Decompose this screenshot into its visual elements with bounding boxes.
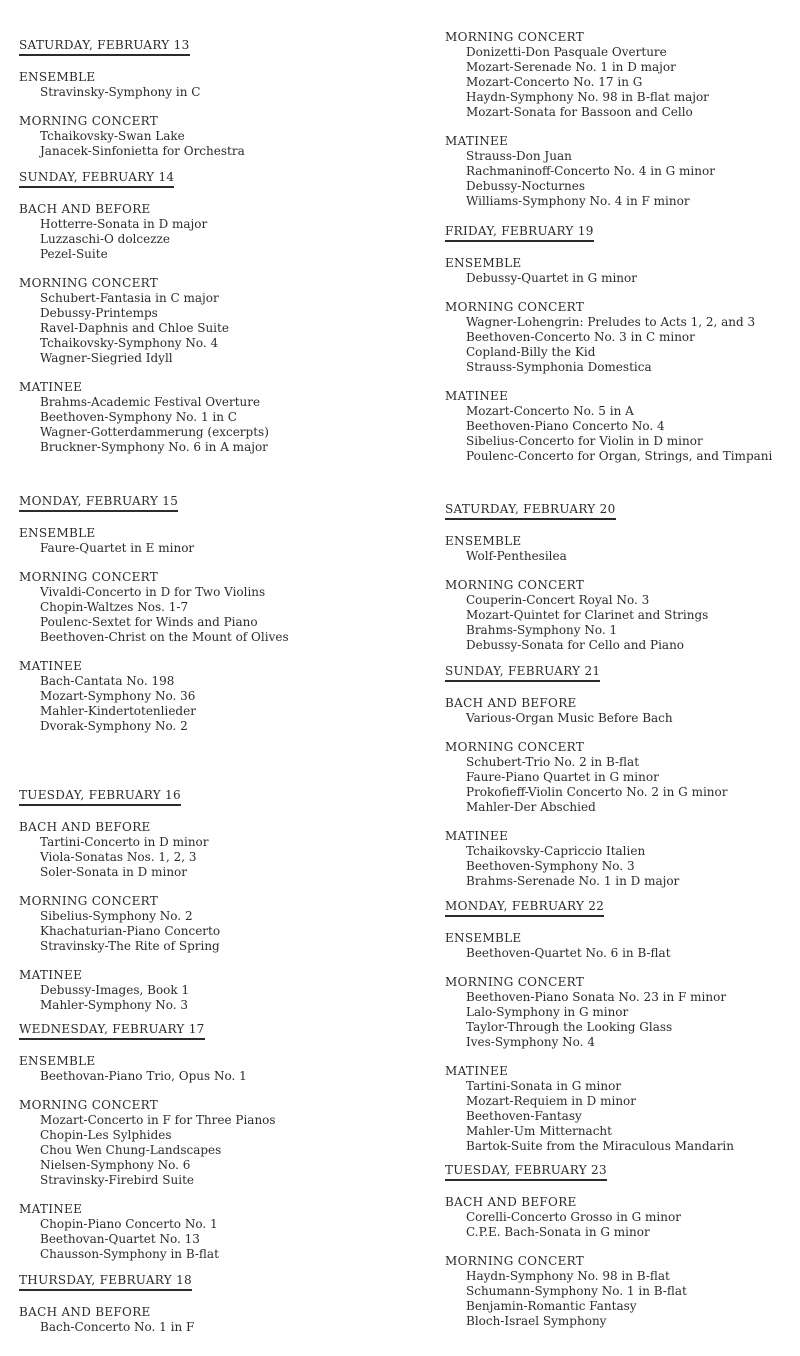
- program-section: [19, 114, 389, 159]
- program-section: [445, 740, 800, 815]
- program-item: Tchaikovsky-Symphony No. 4: [40, 336, 219, 350]
- program-item: Poulenc-Sextet for Winds and Piano: [40, 615, 258, 629]
- program-item: Strauss-Don Juan: [466, 149, 572, 163]
- program-item: Bruckner-Symphony No. 6 in A major: [40, 440, 268, 454]
- program-item: Beethoven-Symphony No. 1 in C: [40, 410, 237, 424]
- program-item: Rachmaninoff-Concerto No. 4 in G minor: [466, 164, 715, 178]
- section-title-morning-concert: MORNING CONCERT: [19, 114, 159, 128]
- program-section: [19, 202, 389, 262]
- day-block: [445, 498, 800, 653]
- program-item: Khachaturian-Piano Concerto: [40, 924, 221, 938]
- program-item: Beethovan-Piano Trio, Opus No. 1: [40, 1069, 247, 1083]
- day-heading-monday-february-15: MONDAY, FEBRUARY 15: [19, 494, 178, 512]
- program-item: Chopin-Les Sylphides: [40, 1128, 172, 1142]
- day-block: [445, 1159, 800, 1329]
- program-item: Brahms-Symphony No. 1: [466, 623, 618, 637]
- program-item: Mozart-Sonata for Bassoon and Cello: [466, 105, 693, 119]
- program-section: [445, 1064, 800, 1154]
- program-item: Taylor-Through the Looking Glass: [466, 1020, 673, 1034]
- program-item: Mozart-Symphony No. 36: [40, 689, 196, 703]
- program-section: [19, 659, 389, 734]
- program-item: Copland-Billy the Kid: [466, 345, 596, 359]
- section-title-ensemble: ENSEMBLE: [19, 526, 96, 540]
- section-title-morning-concert: MORNING CONCERT: [445, 1254, 585, 1268]
- program-item: Mozart-Concerto in F for Three Pianos: [40, 1113, 276, 1127]
- program-item: Bach-Concerto No. 1 in F: [40, 1320, 195, 1334]
- day-heading-saturday-february-20: SATURDAY, FEBRUARY 20: [445, 502, 616, 520]
- program-item: Stravinsky-Symphony in C: [40, 85, 201, 99]
- program-item: Prokofieff-Violin Concerto No. 2 in G minor: [466, 785, 728, 799]
- section-title-ensemble: ENSEMBLE: [445, 931, 522, 945]
- program-item: Debussy-Nocturnes: [466, 179, 586, 193]
- section-title-morning-concert: MORNING CONCERT: [445, 300, 585, 314]
- program-item: Corelli-Concerto Grosso in G minor: [466, 1210, 681, 1224]
- day-block: [445, 895, 800, 1154]
- program-section: [445, 1254, 800, 1329]
- section-title-matinee: MATINEE: [19, 968, 83, 982]
- program-section: [445, 256, 800, 286]
- section-title-morning-concert: MORNING CONCERT: [19, 1098, 159, 1112]
- program-item: Mozart-Quintet for Clarinet and Strings: [466, 608, 709, 622]
- section-title-ensemble: ENSEMBLE: [445, 256, 522, 270]
- program-section: [19, 570, 389, 645]
- program-item: Strauss-Symphonia Domestica: [466, 360, 652, 374]
- program-item: Debussy-Quartet in G minor: [466, 271, 637, 285]
- program-item: Lalo-Symphony in G minor: [466, 1005, 629, 1019]
- program-section: [19, 968, 389, 1013]
- program-item: Tartini-Sonata in G minor: [466, 1079, 622, 1093]
- program-item: Chopin-Waltzes Nos. 1-7: [40, 600, 189, 614]
- section-title-morning-concert: MORNING CONCERT: [445, 30, 585, 44]
- program-item: Debussy-Images, Book 1: [40, 983, 190, 997]
- section-title-bach-and-before: BACH AND BEFORE: [445, 1195, 577, 1209]
- program-section: [19, 526, 389, 556]
- program-item: Faure-Quartet in E minor: [40, 541, 195, 555]
- program-item: Debussy-Printemps: [40, 306, 158, 320]
- program-item: Schubert-Fantasia in C major: [40, 291, 219, 305]
- program-item: Luzzaschi-O dolcezze: [40, 232, 170, 246]
- program-item: Mahler-Der Abschied: [466, 800, 596, 814]
- program-item: Bloch-Israel Symphony: [466, 1314, 607, 1328]
- program-item: Chou Wen Chung-Landscapes: [40, 1143, 222, 1157]
- program-item: Tchaikovsky-Capriccio Italien: [466, 844, 646, 858]
- program-item: Beethoven-Quartet No. 6 in B-flat: [466, 946, 671, 960]
- day-heading-tuesday-february-23: TUESDAY, FEBRUARY 23: [445, 1163, 607, 1181]
- program-section: [445, 975, 800, 1050]
- section-title-bach-and-before: BACH AND BEFORE: [445, 696, 577, 710]
- day-heading-monday-february-22: MONDAY, FEBRUARY 22: [445, 899, 604, 917]
- program-item: Wagner-Gotterdammerung (excerpts): [40, 425, 269, 439]
- day-heading-saturday-february-13: SATURDAY, FEBRUARY 13: [19, 38, 190, 56]
- program-item: Pezel-Suite: [40, 247, 108, 261]
- program-item: Mahler-Kindertotenlieder: [40, 704, 196, 718]
- program-section: [19, 1098, 389, 1188]
- day-block: [19, 1018, 389, 1262]
- section-title-morning-concert: MORNING CONCERT: [19, 276, 159, 290]
- program-section: [445, 534, 800, 564]
- program-section: [445, 300, 800, 375]
- program-item: Wagner-Siegried Idyll: [40, 351, 173, 365]
- program-section: [19, 894, 389, 954]
- program-item: Mozart-Concerto No. 17 in G: [466, 75, 643, 89]
- program-section: [19, 1054, 389, 1084]
- day-heading-tuesday-february-16: TUESDAY, FEBRUARY 16: [19, 788, 181, 806]
- program-item: Beethovan-Quartet No. 13: [40, 1232, 200, 1246]
- day-block: [19, 166, 389, 455]
- program-item: Beethoven-Symphony No. 3: [466, 859, 635, 873]
- section-title-matinee: MATINEE: [445, 134, 509, 148]
- program-item: Ravel-Daphnis and Chloe Suite: [40, 321, 229, 335]
- section-title-bach-and-before: BACH AND BEFORE: [19, 820, 151, 834]
- program-item: Sibelius-Symphony No. 2: [40, 909, 193, 923]
- program-section: [445, 30, 800, 120]
- section-title-bach-and-before: BACH AND BEFORE: [19, 1305, 151, 1319]
- program-item: Bartok-Suite from the Miraculous Mandarin: [466, 1139, 734, 1153]
- program-section: [19, 276, 389, 366]
- program-item: Schubert-Trio No. 2 in B-flat: [466, 755, 640, 769]
- program-section: [445, 696, 800, 726]
- program-item: Mahler-Um Mitternacht: [466, 1124, 612, 1138]
- section-title-morning-concert: MORNING CONCERT: [445, 740, 585, 754]
- program-item: Nielsen-Symphony No. 6: [40, 1158, 191, 1172]
- section-title-bach-and-before: BACH AND BEFORE: [19, 202, 151, 216]
- program-item: Bach-Cantata No. 198: [40, 674, 175, 688]
- program-section: [445, 1195, 800, 1240]
- program-item: Donizetti-Don Pasquale Overture: [466, 45, 667, 59]
- program-item: Soler-Sonata in D minor: [40, 865, 188, 879]
- day-heading-sunday-february-14: SUNDAY, FEBRUARY 14: [19, 170, 174, 188]
- program-item: Stravinsky-Firebird Suite: [40, 1173, 195, 1187]
- program-section: [445, 134, 800, 209]
- program-item: Mozart-Requiem in D minor: [466, 1094, 637, 1108]
- day-block: [445, 220, 800, 464]
- program-item: Brahms-Academic Festival Overture: [40, 395, 261, 409]
- program-item: Chausson-Symphony in B-flat: [40, 1247, 219, 1261]
- section-title-morning-concert: MORNING CONCERT: [445, 578, 585, 592]
- program-section: [445, 578, 800, 653]
- program-item: Haydn-Symphony No. 98 in B-flat major: [466, 90, 709, 104]
- program-item: Dvorak-Symphony No. 2: [40, 719, 188, 733]
- day-block: [19, 1269, 389, 1335]
- day-block: [19, 784, 389, 1013]
- day-heading-wednesday-february-17: WEDNESDAY, FEBRUARY 17: [19, 1022, 205, 1040]
- program-item: Benjamin-Romantic Fantasy: [466, 1299, 637, 1313]
- section-title-matinee: MATINEE: [19, 1202, 83, 1216]
- day-heading-sunday-february-21: SUNDAY, FEBRUARY 21: [445, 664, 600, 682]
- program-item: Tartini-Concerto in D minor: [40, 835, 209, 849]
- day-heading-thursday-february-18: THURSDAY, FEBRUARY 18: [19, 1273, 192, 1291]
- program-item: Beethoven-Christ on the Mount of Olives: [40, 630, 289, 644]
- section-title-ensemble: ENSEMBLE: [445, 534, 522, 548]
- program-item: Poulenc-Concerto for Organ, Strings, and Timpani: [466, 449, 773, 463]
- section-title-matinee: MATINEE: [19, 659, 83, 673]
- program-section: [19, 70, 389, 100]
- program-item: Stravinsky-The Rite of Spring: [40, 939, 220, 953]
- program-item: Hotterre-Sonata in D major: [40, 217, 208, 231]
- program-item: Mahler-Symphony No. 3: [40, 998, 189, 1012]
- program-item: Haydn-Symphony No. 98 in B-flat: [466, 1269, 670, 1283]
- section-title-morning-concert: MORNING CONCERT: [19, 570, 159, 584]
- program-item: Brahms-Serenade No. 1 in D major: [466, 874, 680, 888]
- program-section: [19, 380, 389, 455]
- program-item: Beethoven-Piano Concerto No. 4: [466, 419, 665, 433]
- program-item: Mozart-Serenade No. 1 in D major: [466, 60, 676, 74]
- program-item: Wagner-Lohengrin: Preludes to Acts 1, 2, and 3: [466, 315, 756, 329]
- program-item: Mozart-Concerto No. 5 in A: [466, 404, 634, 418]
- program-item: Couperin-Concert Royal No. 3: [466, 593, 650, 607]
- program-section: [19, 1202, 389, 1262]
- day-block: [19, 34, 389, 159]
- program-item: Faure-Piano Quartet in G minor: [466, 770, 659, 784]
- day-block: [19, 490, 389, 734]
- program-section: [445, 931, 800, 961]
- program-item: Various-Organ Music Before Bach: [466, 711, 673, 725]
- program-item: Williams-Symphony No. 4 in F minor: [466, 194, 690, 208]
- program-item: Ives-Symphony No. 4: [466, 1035, 595, 1049]
- section-title-ensemble: ENSEMBLE: [19, 1054, 96, 1068]
- program-item: Viola-Sonatas Nos. 1, 2, 3: [40, 850, 197, 864]
- program-item: Vivaldi-Concerto in D for Two Violins: [40, 585, 266, 599]
- program-item: Wolf-Penthesilea: [466, 549, 567, 563]
- program-item: Tchaikovsky-Swan Lake: [40, 129, 185, 143]
- program-item: Sibelius-Concerto for Violin in D minor: [466, 434, 703, 448]
- program-item: Debussy-Sonata for Cello and Piano: [466, 638, 685, 652]
- day-block: [445, 660, 800, 889]
- section-title-ensemble: ENSEMBLE: [19, 70, 96, 84]
- program-item: Beethoven-Piano Sonata No. 23 in F minor: [466, 990, 727, 1004]
- day-block: [445, 30, 800, 209]
- program-item: Chopin-Piano Concerto No. 1: [40, 1217, 218, 1231]
- program-section: [19, 1305, 389, 1335]
- section-title-matinee: MATINEE: [445, 389, 509, 403]
- day-heading-friday-february-19: FRIDAY, FEBRUARY 19: [445, 224, 594, 242]
- section-title-matinee: MATINEE: [19, 380, 83, 394]
- program-item: Beethoven-Fantasy: [466, 1109, 582, 1123]
- section-title-morning-concert: MORNING CONCERT: [445, 975, 585, 989]
- section-title-matinee: MATINEE: [445, 829, 509, 843]
- program-item: Beethoven-Concerto No. 3 in C minor: [466, 330, 695, 344]
- program-item: Janacek-Sinfonietta for Orchestra: [40, 144, 245, 158]
- program-item: C.P.E. Bach-Sonata in G minor: [466, 1225, 650, 1239]
- section-title-morning-concert: MORNING CONCERT: [19, 894, 159, 908]
- section-title-matinee: MATINEE: [445, 1064, 509, 1078]
- program-section: [19, 820, 389, 880]
- program-section: [445, 389, 800, 464]
- program-section: [445, 829, 800, 889]
- program-item: Schumann-Symphony No. 1 in B-flat: [466, 1284, 687, 1298]
